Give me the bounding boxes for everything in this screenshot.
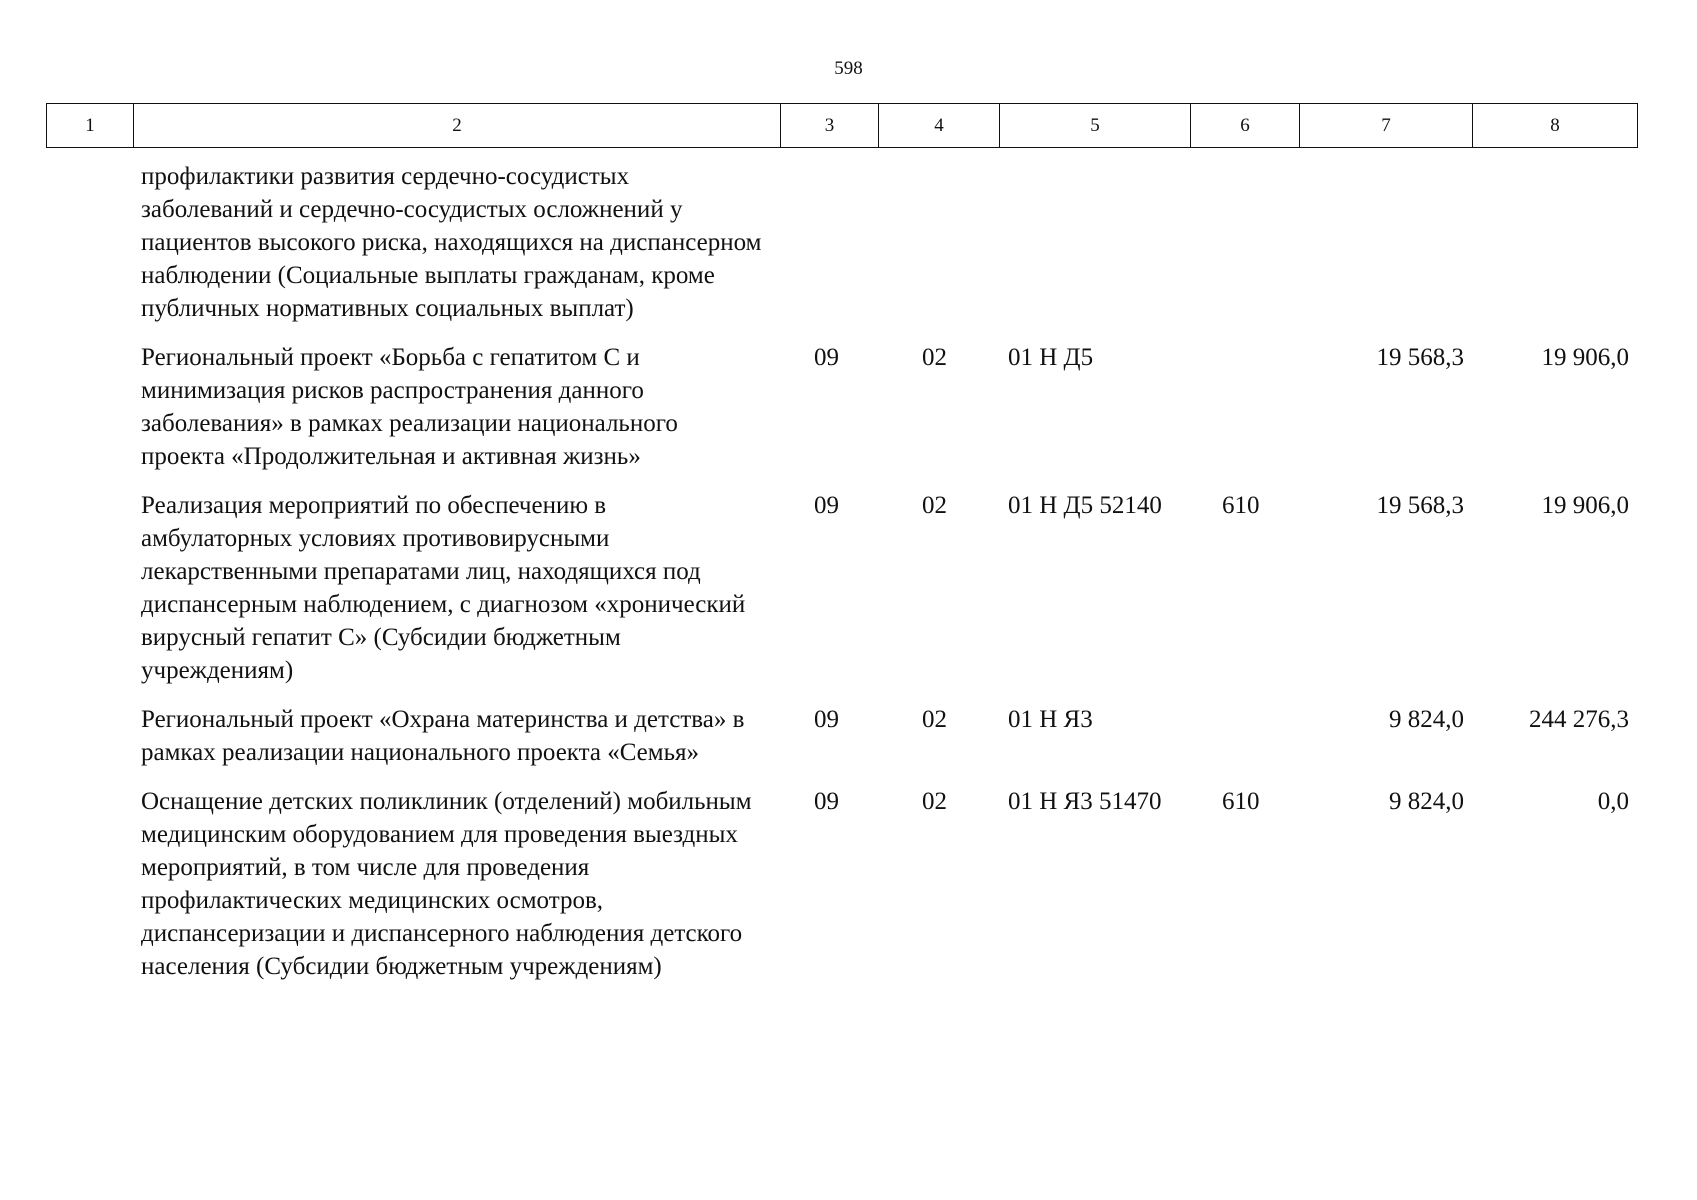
column-number-8: 8 bbox=[1473, 104, 1638, 148]
row-target-article bbox=[999, 160, 1190, 341]
row-amount-2 bbox=[1472, 160, 1637, 341]
row-subsection: 02 bbox=[922, 492, 947, 519]
row-target-article: 01 Н Я3 51470 bbox=[1008, 788, 1162, 815]
row-target-article: 01 Н Я3 bbox=[1008, 706, 1093, 733]
table-row bbox=[46, 703, 1637, 785]
table-row bbox=[46, 785, 1637, 999]
column-number-6: 6 bbox=[1191, 104, 1300, 148]
column-number-1: 1 bbox=[47, 104, 134, 148]
row-section: 09 bbox=[814, 788, 839, 815]
column-number-5: 5 bbox=[1000, 104, 1191, 148]
row-amount-2: 244 276,3 bbox=[1529, 706, 1629, 733]
row-amount-1: 9 824,0 bbox=[1389, 788, 1464, 815]
row-amount-2: 19 906,0 bbox=[1541, 344, 1629, 371]
row-description: профилактики развития сердечно-сосудистых заболеваний и сердечно-сосудистых осложнений у пациентов высокого риска, находящихся на диспансерном наблюдении (Социальные выплаты гражданам, кроме публичных нормативных социальных выплат) bbox=[141, 163, 762, 322]
row-description: Региональный проект «Охрана материнства и детства» в рамках реализации национального проекта «Семья» bbox=[141, 706, 745, 766]
column-number-4: 4 bbox=[879, 104, 1000, 148]
row-section: 09 bbox=[814, 706, 839, 733]
table-row bbox=[46, 160, 1637, 341]
column-number-3: 3 bbox=[781, 104, 879, 148]
row-expense-type: 610 bbox=[1222, 788, 1260, 815]
row-amount-1 bbox=[1299, 160, 1472, 341]
column-header-table bbox=[46, 103, 1638, 148]
row-description: Реализация мероприятий по обеспечению в амбулаторных условиях противовирусными лекарственными препаратами лиц, находящихся под диспансерным наблюдением, с диагнозом «хронический вирусный гепатит С» (Субсидии бюджетным учреждениям) bbox=[141, 492, 746, 684]
row-amount-1: 19 568,3 bbox=[1376, 492, 1464, 519]
row-target-article: 01 Н Д5 52140 bbox=[1008, 492, 1162, 519]
row-section: 09 bbox=[814, 492, 839, 519]
row-section bbox=[780, 160, 878, 341]
column-number-row bbox=[47, 104, 1638, 148]
row-amount-1: 19 568,3 bbox=[1376, 344, 1464, 371]
row-subsection: 02 bbox=[922, 788, 947, 815]
table-row bbox=[46, 341, 1637, 489]
row-description: Оснащение детских поликлиник (отделений) мобильным медицинским оборудованием для проведения выездных мероприятий, в том числе для проведения профилактических медицинских осмотров, диспансеризации и диспансерного наблюдения детского населения (Субсидии бюджетным учреждениям) bbox=[141, 788, 752, 980]
row-amount-2: 0,0 bbox=[1597, 788, 1629, 815]
row-section: 09 bbox=[814, 344, 839, 371]
column-number-7: 7 bbox=[1300, 104, 1473, 148]
row-target-article: 01 Н Д5 bbox=[1008, 344, 1094, 371]
row-expense-type bbox=[1190, 341, 1299, 489]
budget-table-body bbox=[46, 160, 1637, 999]
row-expense-type bbox=[1190, 160, 1299, 341]
row-description: Региональный проект «Борьба с гепатитом С и минимизация рисков распространения данного заболевания» в рамках реализации национального проекта «Продолжительная и активная жизнь» bbox=[141, 344, 678, 470]
row-subsection: 02 bbox=[922, 344, 947, 371]
table-row bbox=[46, 489, 1637, 703]
row-subsection: 02 bbox=[922, 706, 947, 733]
page-number: 598 bbox=[834, 58, 863, 79]
row-amount-2: 19 906,0 bbox=[1541, 492, 1629, 519]
row-expense-type: 610 bbox=[1222, 492, 1260, 519]
column-number-2: 2 bbox=[134, 104, 781, 148]
row-subsection bbox=[878, 160, 999, 341]
row-expense-type bbox=[1190, 703, 1299, 785]
row-amount-1: 9 824,0 bbox=[1389, 706, 1464, 733]
